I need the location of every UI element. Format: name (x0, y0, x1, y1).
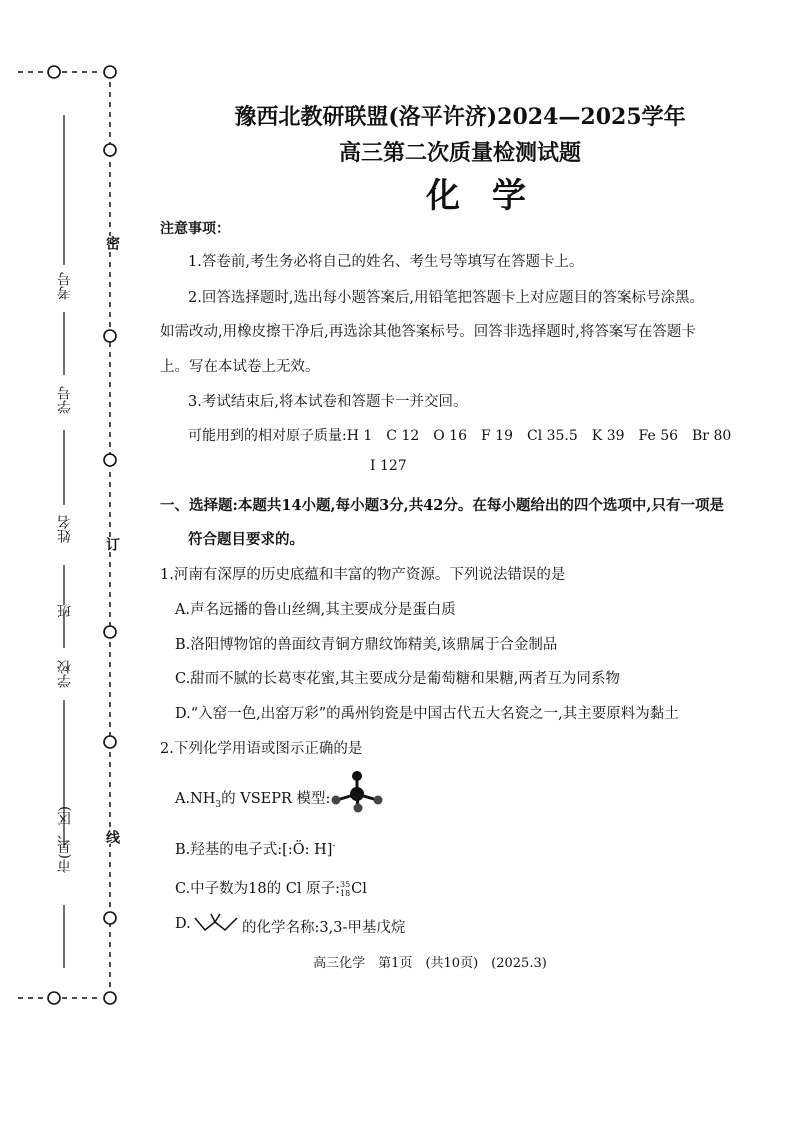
exam-title-line2: 高三第二次质量检测试题 (338, 140, 581, 166)
q1-option-a: A.声名远播的鲁山丝绸,其主要成分是蛋白质 (175, 602, 456, 618)
q2-option-b (175, 838, 335, 859)
q2-option-d-suffix: 的化学名称:3,3-甲基戊烷 (242, 920, 406, 936)
field-label-city: 市(县、区) (57, 806, 73, 873)
q2-c-symbol: Cl (351, 881, 367, 897)
q2-c-atomic-number: 18 (339, 889, 351, 898)
atomic-mass-line2: I 127 (370, 458, 407, 474)
q1-stem: 1.河南有深厚的历史底蕴和丰富的物产资源。下列说法错误的是 (160, 567, 566, 583)
q2-b-formula: [:Ö: H] (282, 842, 333, 858)
footer-page: 高三化学 第1页 (313, 956, 413, 971)
notice-item-2-end: 上。写在本试卷上无效。 (160, 359, 320, 375)
field-label-exam-number: 考号 (57, 272, 73, 300)
field-label-name: 姓名 (57, 515, 73, 543)
atomic-mass-line: 可能用到的相对原子质量:H 1 C 12 O 16 F 19 Cl 35.5 K 39 Fe 56 Br 80 (188, 428, 732, 444)
seal-mark: 密 (104, 236, 120, 250)
skeletal-formula-image (193, 912, 241, 936)
q2-a-suffix: 的 VSEPR 模型: (221, 791, 331, 807)
notice-heading: 注意事项： (160, 221, 230, 237)
field-label-class: 班 (57, 604, 73, 618)
notice-item-2: 2.回答选择题时,选出每小题答案后,用铅笔把答题卡上对应题目的答案标号涂黑。 (188, 290, 705, 306)
subject-title: 化学 (426, 176, 558, 216)
notice-item-2-cont: 如需改动,用橡皮擦干净后,再选涂其他答案标号。回答非选择题时,将答案写在答题卡 (160, 324, 696, 340)
line-mark: 线 (104, 830, 120, 844)
q2-b-charge: - (332, 841, 336, 852)
notice-item-3: 3.考试结束后,将本试卷和答题卡一并交回。 (188, 394, 468, 410)
staple-mark: 订 (104, 537, 120, 551)
field-label-student-number: 学号 (57, 386, 73, 414)
q2-stem: 2.下列化学用语或图示正确的是 (160, 741, 363, 757)
q2-c-mass-number: 35 (339, 880, 351, 889)
q1-option-d: D.“入窑一色,出窑万彩”的禹州钧瓷是中国古代五大名瓷之一,其主要原料为黏土 (175, 706, 679, 722)
section1-instructions: 一、选择题:本题共14小题,每小题3分,共42分。在每小题给出的四个选项中,只有一项是 (160, 497, 724, 514)
footer-total: (共10页) (425, 956, 479, 971)
page-footer (200, 952, 660, 971)
q2-a-subscript: 3 (215, 799, 222, 810)
q2-b-prefix: B.羟基的电子式: (175, 842, 283, 858)
q2-option-d-prefix: D. (175, 916, 191, 932)
q2-option-a (175, 787, 330, 810)
exam-title-line1: 豫西北教研联盟(洛平许济)2024—2025学年 (234, 104, 686, 130)
notice-item-1: 1.答卷前,考生务必将自己的姓名、考生号等填写在答题卡上。 (188, 254, 584, 270)
q1-option-c: C.甜而不腻的长葛枣花蜜,其主要成分是葡萄糖和果糖,两者互为同系物 (175, 671, 620, 687)
q2-c-prefix: C.中子数为18的 Cl 原子: (175, 881, 340, 897)
vsepr-model-image (328, 770, 386, 814)
binding-strip (0, 0, 130, 1122)
q2-a-prefix: A.NH (175, 791, 216, 807)
section1-instructions-cont: 符合题目要求的。 (188, 531, 304, 548)
q1-option-b: B.洛阳博物馆的兽面纹青铜方鼎纹饰精美,该鼎属于合金制品 (175, 637, 558, 653)
field-label-school: 学校 (57, 660, 73, 688)
footer-date: (2025.3) (491, 956, 547, 971)
q2-option-c (175, 877, 367, 898)
